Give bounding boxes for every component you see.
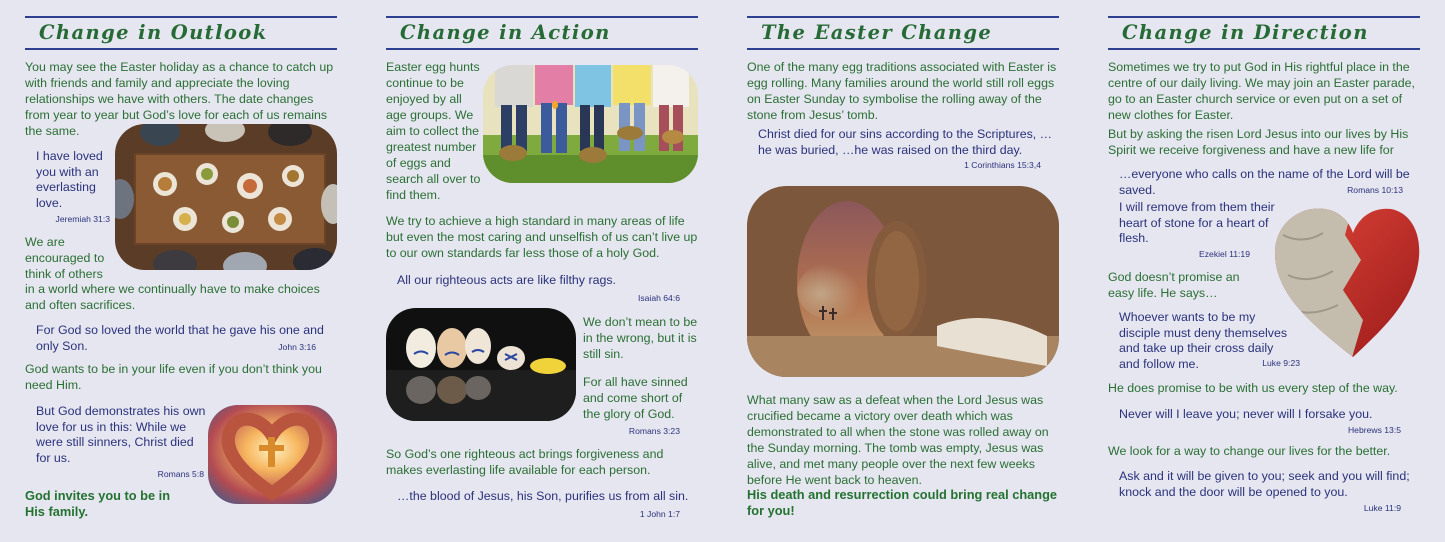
body-paragraph: We try to achieve a high standard in many areas of life but even the most caring and unselfish of us can’t live up to our own standards far less those of a holy God.: [386, 214, 698, 260]
verse-reference: John 3:16: [278, 342, 316, 352]
body-paragraph: We are encouraged to think of others: [25, 235, 105, 281]
header-rule-bottom: [747, 48, 1059, 50]
intro-paragraph: You may see the Easter holiday as a chance to catch up with friends and family and appreciate the loving relationships we have with others. The date changes from year to year but God’s love for each of us remains the same.: [25, 60, 334, 138]
verse-reference: Romans 3:23: [628, 426, 680, 436]
panel-change-in-outlook: [25, 0, 337, 542]
empty-tomb-photo: [747, 186, 1059, 377]
header-rule-bottom: [25, 48, 337, 50]
verse-quote: All our righteous acts are like filthy rags.: [397, 273, 616, 287]
body-paragraph: What many saw as a defeat when the Lord Jesus was crucified became a victory over death which was demonstrated to all when the stone was rolled away on the Sunday morning. The tomb was empty, Jesus was alive, and met many people over the next few weeks before He went back to heaven.: [747, 393, 1049, 487]
body-paragraph: He does promise to be with us every step of the way.: [1108, 381, 1398, 395]
body-paragraph: God doesn’t promise an easy life. He says…: [1108, 270, 1240, 300]
panel-header: [747, 16, 1059, 52]
hands-heart-cross-photo: [208, 405, 337, 504]
verse-quote: For God so loved the world that he gave his one and only Son.: [36, 323, 324, 353]
verse-reference: Isaiah 64:6: [637, 293, 680, 303]
intro-paragraph: Sometimes we try to put God in His rightful place in the centre of our daily living. We may join an Easter parade, go to an Easter church service or even put on a set of new clothes for Easter.: [1108, 60, 1415, 122]
easter-egg-baskets-photo: [483, 65, 698, 183]
header-rule-top: [386, 16, 698, 18]
verse-reference: Luke 11:9: [1363, 503, 1401, 513]
body-paragraph: So God’s one righteous act brings forgiveness and makes everlasting life available for each person.: [386, 447, 664, 477]
verse-quote: But God demonstrates his own love for us in this: While we were still sinners, Christ died for us.: [36, 404, 206, 465]
closing-statement: His death and resurrection could bring real change for you!: [747, 487, 1058, 518]
body-paragraph: We look for a way to change our lives for the better.: [1108, 444, 1391, 458]
intro-paragraph: One of the many egg traditions associated with Easter is egg rolling. Many families around the world still roll eggs on Easter Sunday to symbolise the rolling away of the stone from Jesus’ tomb.: [747, 60, 1057, 122]
verse-reference: Romans 5:8: [157, 469, 204, 479]
header-rule-top: [25, 16, 337, 18]
header-rule-bottom: [386, 48, 698, 50]
body-paragraph-continued: in a world where we continually have to make choices and often sacrifices.: [25, 282, 320, 312]
verse-reference: Luke 9:23: [1262, 358, 1300, 368]
panel-the-easter-change: [747, 0, 1059, 542]
verse-reference: Jeremiah 31:3: [55, 214, 110, 224]
body-paragraph: God wants to be in your life even if you don’t think you need Him.: [25, 362, 322, 392]
verse-quote: Whoever wants to be my disciple must deny themselves and take up their cross daily and follow me.: [1119, 310, 1288, 371]
panel-header: [1108, 16, 1420, 52]
verse-quote: Never will I leave you; never will I forsake you.: [1119, 407, 1373, 421]
verse-reference: Romans 10:13: [1347, 185, 1403, 195]
panel-change-in-direction: [1108, 0, 1420, 542]
verse-quote: I will remove from them their heart of stone for a heart of flesh.: [1119, 200, 1275, 245]
panel-title: Change in Action: [400, 21, 611, 44]
body-paragraph: We don’t mean to be in the wrong, but it is still sin.: [583, 315, 698, 361]
panel-header: [386, 16, 698, 52]
panel-title: Change in Outlook: [39, 21, 268, 44]
header-rule-top: [747, 16, 1059, 18]
verse-reference: Ezekiel 11:19: [1199, 249, 1250, 259]
panel-title: The Easter Change: [761, 21, 993, 44]
closing-statement: God invites you to be in His family.: [25, 488, 171, 519]
family-meal-photo: [115, 124, 337, 270]
body-paragraph: But by asking the risen Lord Jesus into our lives by His Spirit we receive forgiveness and have a new life for: [1108, 127, 1409, 157]
panel-header: [25, 16, 337, 52]
header-rule-top: [1108, 16, 1420, 18]
verse-reference: 1 John 1:7: [639, 509, 680, 519]
verse-quote: I have loved you with an everlasting love.: [36, 149, 103, 210]
header-rule-bottom: [1108, 48, 1420, 50]
panel-change-in-action: [386, 0, 698, 542]
verse-quote: …everyone who calls on the name of the Lord will be saved.: [1119, 167, 1410, 197]
sad-eggs-photo: [386, 308, 576, 421]
verse-quote: For all have sinned and come short of the glory of God.: [583, 375, 688, 421]
panel-title: Change in Direction: [1122, 21, 1369, 44]
verse-reference: 1 Corinthians 15:3,4: [964, 160, 1041, 170]
intro-paragraph: Easter egg hunts continue to be enjoyed by all age groups. We aim to collect the greatest number of eggs and search all over to find them.: [386, 60, 481, 202]
verse-quote: …the blood of Jesus, his Son, purifies us from all sin.: [397, 489, 689, 503]
verse-quote: Ask and it will be given to you; seek and you will find; knock and the door will be opened to you.: [1119, 469, 1410, 499]
verse-reference: Hebrews 13:5: [1347, 425, 1401, 435]
verse-quote: Christ died for our sins according to the Scriptures, … he was buried, …he was raised on the third day.: [758, 127, 1053, 157]
